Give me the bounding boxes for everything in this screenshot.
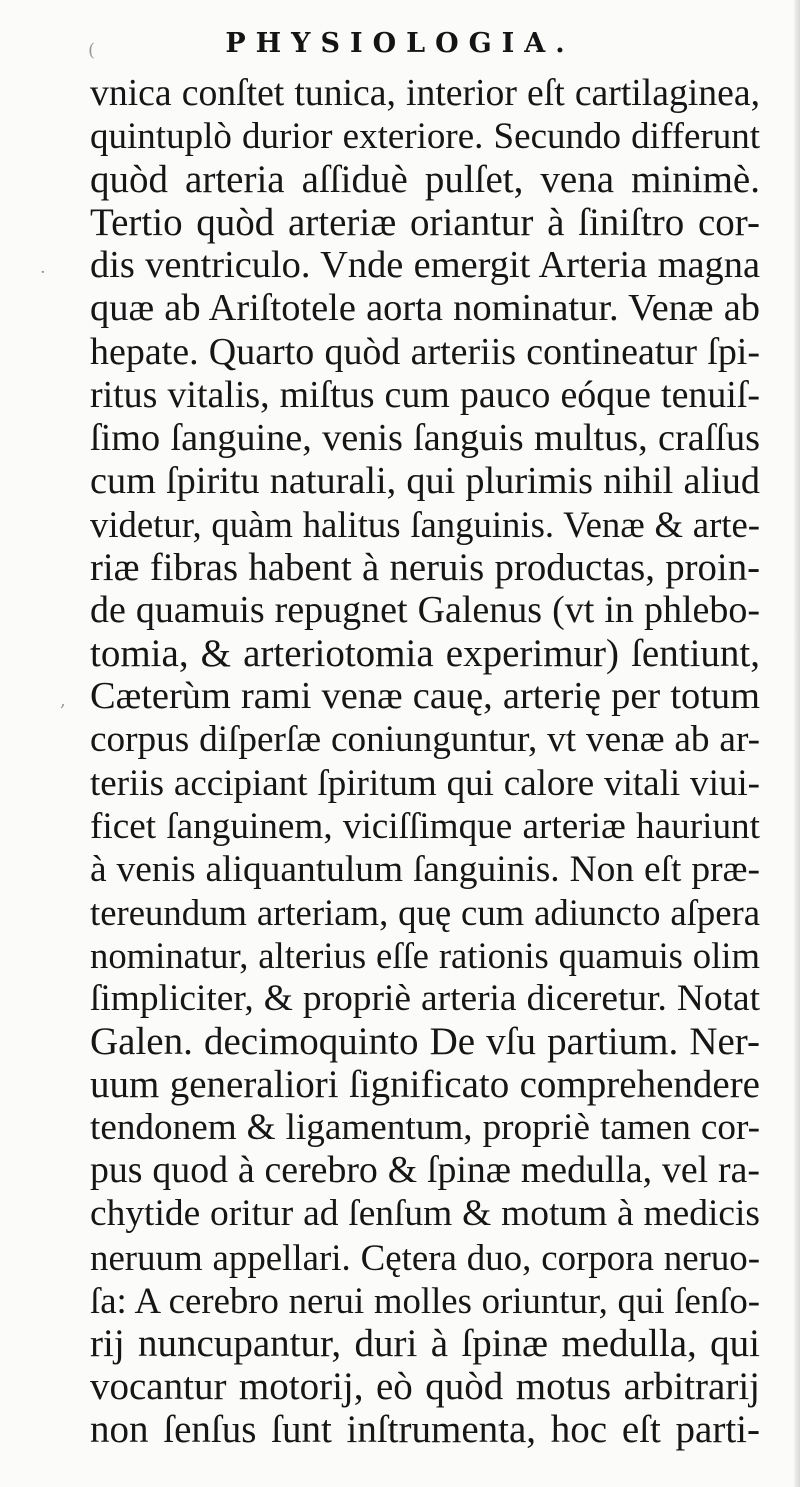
text-line: ſimpliciter, & propriè arteria diceretur. Notat <box>90 977 760 1019</box>
text-line: quæ ab Ariſtotele aorta nominatur. Venæ ab <box>90 287 760 330</box>
text-line: rij nuncupantur, duri à ſpinæ medulla, qui <box>90 1321 760 1365</box>
text-line: neruum appellari. Cętera duo, corpora neruo- <box>90 1236 760 1278</box>
text-line: quintuplò durior exteriore. Secundo differunt <box>90 116 760 158</box>
margin-speck: ( <box>88 40 96 61</box>
text-line: tomia, & arteriotomia experimur) ſentiunt, <box>90 632 760 676</box>
text-line: de quamuis repugnet Galenus (vt in phlebo- <box>90 589 760 632</box>
margin-speck: , <box>60 690 66 711</box>
running-head: PHYSIOLOGIA. <box>225 28 575 59</box>
text-line: videtur, quàm halitus ſanguinis. Venæ & arte- <box>90 503 760 545</box>
text-line: cum ſpiritu naturali, qui plurimis nihil aliud <box>90 459 760 502</box>
margin-speck: · <box>40 262 46 283</box>
text-line: vocantur motorij, eò quòd motus arbitrarij <box>90 1364 760 1408</box>
text-line: riæ fibras habent à neruis productas, proin- <box>90 546 760 590</box>
text-line: Cæterùm rami venæ cauę, arterię per totum <box>90 675 760 718</box>
text-line: corpus diſperſæ coniunguntur, vt venæ ab ar- <box>90 719 760 761</box>
text-line: nominatur, alterius eſſe rationis quamuis olim <box>90 934 760 976</box>
body-text <box>90 72 760 1451</box>
text-line: tendonem & ligamentum, propriè tamen cor- <box>90 1107 760 1149</box>
text-line: vnica conſtet tunica, interior eſt cartilaginea, <box>90 72 760 114</box>
text-line: pus quod à cerebro & ſpinæ medulla, vel ra- <box>90 1149 760 1192</box>
page-edge-shadow <box>794 0 800 1487</box>
text-line: Galen. decimoquinto De vſu partium. Ner- <box>90 1020 760 1064</box>
text-line: ritus vitalis, miſtus cum pauco eóque tenuiſ- <box>90 373 760 416</box>
text-line: dis ventriculo. Vnde emergit Arteria magna <box>90 244 760 287</box>
text-line: non ſenſus ſunt inſtrumenta, hoc eſt parti- <box>90 1407 760 1451</box>
text-line: uum generaliori ſignificato comprehendere <box>90 1063 760 1107</box>
text-line: tereundum arteriam, quę cum adiuncto aſpera <box>90 891 760 933</box>
text-line: ſimo ſanguine, venis ſanguis multus, craſſus <box>90 416 760 459</box>
text-line: Tertio quòd arteriæ oriantur à ſiniſtro cor- <box>90 201 760 245</box>
text-line: ſa: A cerebro nerui molles oriuntur, qui ſenſo- <box>90 1279 760 1321</box>
text-line: ficet ſanguinem, viciſſimque arteriæ hauriunt <box>90 805 760 847</box>
text-line: chytide oritur ad ſenſum & motum à medicis <box>90 1193 760 1235</box>
text-line: à venis aliquantulum ſanguinis. Non eſt præ- <box>90 848 760 890</box>
text-line: teriis accipiant ſpiritum qui calore vitali viui- <box>90 762 760 804</box>
text-line: quòd arteria aſſiduè pulſet, vena minimè. <box>90 158 760 202</box>
text-line: hepate. Quarto quòd arteriis contineatur ſpi- <box>90 330 760 373</box>
